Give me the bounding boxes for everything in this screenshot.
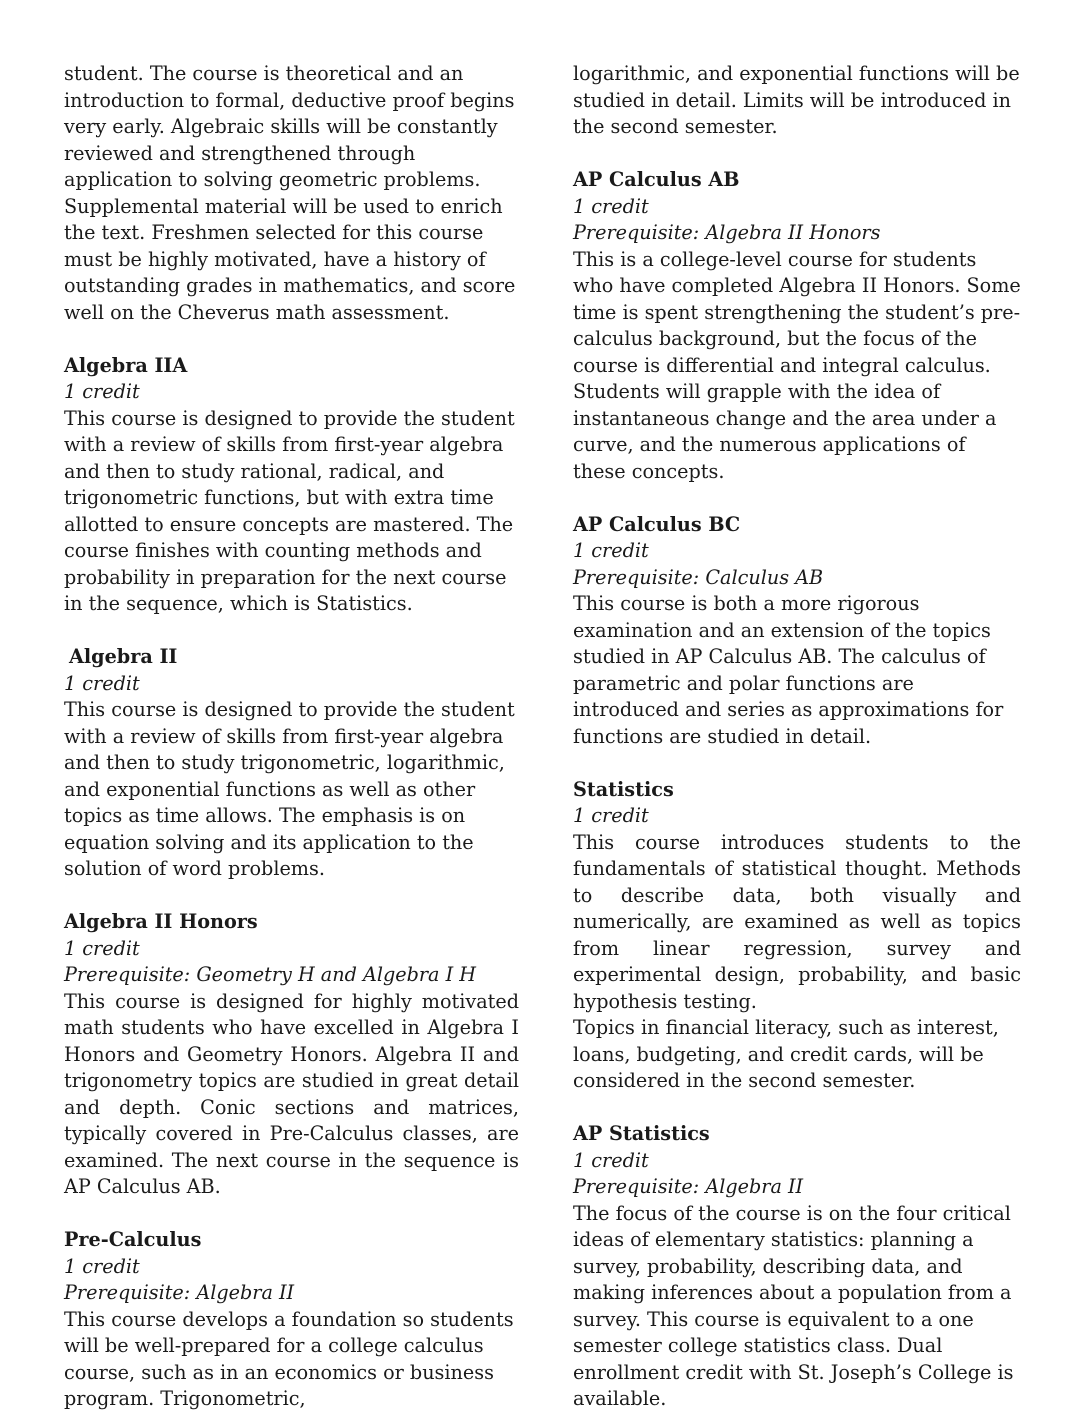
course-title: AP Statistics — [573, 1122, 710, 1145]
right-column — [573, 61, 1021, 1413]
course-title: Algebra II Honors — [64, 910, 258, 933]
course-credit: 1 credit — [573, 804, 649, 827]
course-description: This course is designed for highly motivated math students who have excelled in Algebra I Honors and Geometry Honors. Algebra II and trigonometry topics are studied in great detail and depth. Conic sections and matrices, typically covered in Pre-Calculus classes, are examined. The next course in the sequence is AP Calculus AB. — [64, 989, 519, 1198]
course-description-extra: Topics in financial literacy, such as interest, loans, budgeting, and credit cards, will be considered in the second semester. — [573, 1016, 999, 1092]
course-prerequisite: Prerequisite: Geometry H and Algebra I H — [64, 963, 477, 986]
pre-calculus-description-continued: logarithmic, and exponential functions will be studied in detail. Limits will be introduced in the second semester. — [573, 62, 1020, 138]
course-title: AP Calculus AB — [573, 168, 740, 191]
course-prerequisite: Prerequisite: Algebra II — [573, 1175, 804, 1198]
course-prerequisite: Prerequisite: Algebra II — [64, 1281, 295, 1304]
course-title: Algebra II — [69, 645, 178, 668]
course-ap-calculus-ab — [573, 167, 1021, 485]
course-credit: 1 credit — [573, 194, 649, 218]
course-credit: 1 credit — [64, 936, 140, 960]
course-pre-calculus — [64, 1227, 519, 1413]
course-prerequisite: Prerequisite: Algebra II Honors — [573, 221, 881, 244]
course-credit: 1 credit — [573, 1148, 649, 1172]
course-statistics — [573, 777, 1021, 1095]
course-credit: 1 credit — [64, 671, 140, 695]
course-title: Pre-Calculus — [64, 1228, 202, 1251]
course-description: This course is designed to provide the student with a review of skills from first-year algebra and then to study rational, radical, and trigonometric functions, but with extra time allotted to ensure concepts are mastered. The course finishes with counting methods and probability in preparation for the next course in the sequence, which is Statistics. — [64, 406, 515, 615]
course-description: This course introduces students to the fundamentals of statistical thought. Methods to describe data, both visually and numerically, are examined as well as topics from linear regression, survey and experimental design, probability, and basic hypothesis testing. — [573, 830, 1021, 1013]
course-algebra-iia — [64, 353, 519, 618]
course-prerequisite: Prerequisite: Calculus AB — [573, 565, 824, 589]
left-column — [64, 61, 519, 1413]
course-title: AP Calculus BC — [573, 512, 741, 536]
geometry-honors-description-continued: student. The course is theoretical and an introduction to formal, deductive proof begins very early. Algebraic skills will be constantly reviewed and strengthened through application to solving geometric problems. Supplemental material will be used to enrich the text. Freshmen selected for this course must be highly motivated, have a history of outstanding grades in mathematics, and score well on the Cheverus math assessment. — [64, 62, 516, 324]
course-description: This course develops a foundation so students will be well-prepared for a college calculus course, such as in an economics or business program. Trigonometric, — [64, 1307, 514, 1410]
course-credit: 1 credit — [573, 539, 649, 562]
course-title: Algebra IIA — [64, 353, 188, 377]
course-description: This course is designed to provide the student with a review of skills from first-year algebra and then to study trigonometric, logarithmic, and exponential functions as well as other topics as time allows. The emphasis is on equation solving and its application to the solution of word problems. — [64, 698, 515, 880]
course-credit: 1 credit — [64, 380, 140, 403]
course-description: This course is both a more rigorous examination and an extension of the topics studied in AP Calculus AB. The calculus of parametric and polar functions are introduced and series as approximations for functions are studied in detail. — [573, 592, 1004, 748]
course-title: Statistics — [573, 777, 674, 801]
course-credit: 1 credit — [64, 1254, 140, 1278]
course-description: The focus of the course is on the four critical ideas of elementary statistics: planning a survey, probability, describing data, and making inferences about a population from a survey. This course is equivalent to a one semester college statistics class. Dual enrollment credit with St. Joseph’s College is available. — [573, 1201, 1014, 1410]
course-description: This is a college-level course for students who have completed Algebra II Honors. Some time is spent strengthening the student’s pre-calculus background, but the focus of the course is differential and integral calculus. Students will grapple with the idea of instantaneous change and the area under a curve, and the numerous applications of these concepts. — [573, 247, 1021, 483]
course-algebra-ii-honors — [64, 909, 519, 1201]
course-algebra-ii — [64, 644, 519, 883]
course-ap-statistics — [573, 1121, 1021, 1413]
course-ap-calculus-bc — [573, 512, 1021, 751]
